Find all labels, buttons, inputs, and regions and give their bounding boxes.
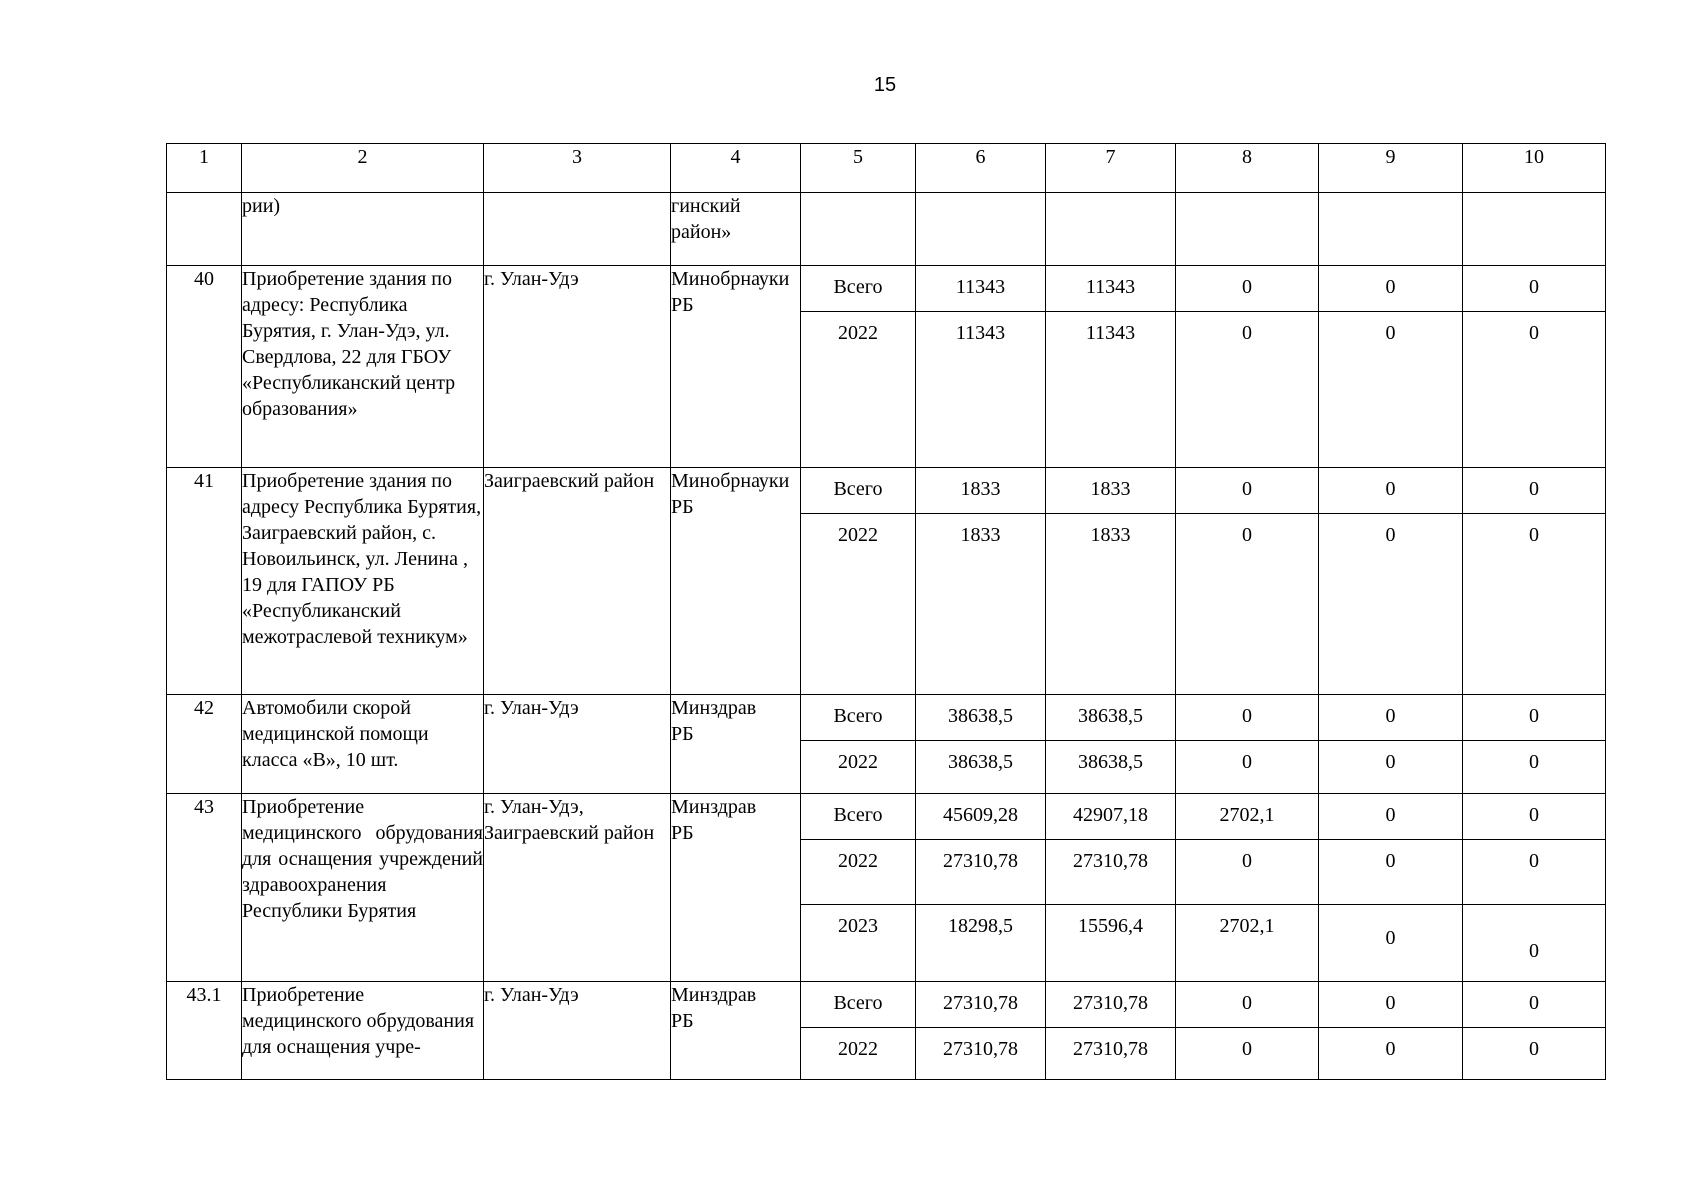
value-cell: 0: [1529, 321, 1539, 344]
value-column: [801, 468, 916, 695]
row-name: Приобретение здания по адресу Республика Бурятия, Заиграевский район, с. Новоильинск, ул. Ленина , 19 для ГАПОУ РБ «Республиканский межотраслевой техникум»: [242, 468, 484, 695]
row-name: Автомобили скорой медицинской помощи класса «В», 10 шт.: [242, 695, 484, 794]
value-cell: 1833: [916, 468, 1045, 514]
value-column: [1176, 266, 1319, 468]
value-cell: 27310,78: [943, 1037, 1018, 1060]
row-location: г. Улан-Удэ: [484, 266, 671, 468]
value-cell: 0: [1242, 321, 1252, 344]
value-column: [1176, 794, 1319, 982]
value-column: [1319, 695, 1463, 794]
value-cell: 18298,5: [948, 915, 1013, 937]
row-number: 40: [167, 266, 242, 468]
value-cell: 0: [1463, 982, 1605, 1028]
value-cell: 0: [1319, 266, 1462, 312]
value-cell: 0: [1385, 321, 1396, 344]
value-cell: 27310,78: [1073, 1037, 1148, 1060]
period-cell: Всего: [801, 695, 915, 741]
value-cell: 0: [1176, 982, 1318, 1028]
period-cell: 2023: [838, 915, 878, 937]
value-cell: 0: [1319, 840, 1462, 906]
value-cell: 11343: [916, 266, 1045, 312]
row-name: Приобретение здания по адресу: Республика Бурятия, г. Улан-Удэ, ул. Свердлова, 22 для ГБОУ «Республиканский центр образования»: [242, 266, 484, 468]
value-cell: 0: [1242, 1037, 1252, 1060]
continued-department: гинский район»: [671, 193, 801, 266]
header-cell: 7: [1046, 144, 1176, 193]
value-column: [1463, 266, 1606, 468]
value-column: [1046, 695, 1176, 794]
value-column: [1176, 695, 1319, 794]
value-cell: 38638,5: [948, 750, 1013, 773]
row-number: 43.1: [167, 982, 242, 1080]
header-cell: 10: [1463, 144, 1606, 193]
table-row: [167, 794, 1606, 982]
value-column: [1319, 794, 1463, 982]
header-cell: 4: [671, 144, 801, 193]
period-cell: Всего: [801, 468, 915, 514]
row-department: Минобрнауки РБ: [671, 266, 801, 468]
value-cell: 38638,5: [916, 695, 1045, 741]
value-cell: 0: [1529, 1037, 1539, 1060]
value-cell: 2702,1: [1219, 915, 1275, 937]
header-cell: 6: [916, 144, 1046, 193]
value-column: [1463, 468, 1606, 695]
value-cell: 27310,78: [1046, 982, 1175, 1028]
value-column: [1463, 695, 1606, 794]
period-cell: 2022: [801, 840, 915, 906]
row-department: Минздрав РБ: [671, 695, 801, 794]
continued-name: рии): [242, 193, 484, 266]
row-location: г. Улан-Удэ: [484, 695, 671, 794]
value-cell: 0: [1529, 750, 1539, 773]
value-cell: 38638,5: [1078, 750, 1143, 773]
value-cell: 11343: [1046, 266, 1175, 312]
header-row: [167, 144, 1606, 193]
value-cell: 0: [1176, 468, 1318, 514]
value-cell: 0: [1463, 468, 1605, 514]
value-cell: 11343: [1085, 321, 1136, 344]
header-cell: 3: [484, 144, 671, 193]
value-cell: 45609,28: [916, 794, 1045, 840]
value-cell: 27310,78: [916, 982, 1045, 1028]
value-column: [1319, 982, 1463, 1080]
value-column: [1046, 794, 1176, 982]
value-column: [1046, 266, 1176, 468]
value-column: [1463, 794, 1606, 982]
period-cell: Всего: [801, 982, 915, 1028]
continued-row: [167, 193, 1606, 266]
value-column: [1046, 982, 1176, 1080]
value-cell: 1833: [960, 523, 1001, 546]
value-cell: 1833: [1090, 523, 1131, 546]
value-cell: 0: [1385, 750, 1396, 773]
value-column: [916, 695, 1046, 794]
header-cell: 2: [242, 144, 484, 193]
value-column: [801, 794, 916, 982]
value-cell: 0: [1385, 927, 1396, 949]
header-cell: 9: [1319, 144, 1463, 193]
value-cell: 15596,4: [1078, 915, 1143, 937]
value-cell: 2702,1: [1176, 794, 1318, 840]
row-location: Заиграевский район: [484, 468, 671, 695]
row-number: 41: [167, 468, 242, 695]
value-column: [916, 468, 1046, 695]
value-cell: 0: [1319, 794, 1462, 840]
value-cell: 0: [1176, 840, 1318, 906]
value-cell: 0: [1319, 695, 1462, 741]
period-cell: Всего: [801, 266, 915, 312]
value-column: [1046, 468, 1176, 695]
row-name: Приобретение медицинского обрудования для оснащения учре-: [242, 982, 484, 1080]
value-cell: 0: [1463, 840, 1605, 906]
value-cell: 0: [1463, 695, 1605, 741]
value-cell: 0: [1319, 468, 1462, 514]
value-column: [1176, 468, 1319, 695]
value-cell: 11343: [955, 321, 1006, 344]
value-column: [801, 266, 916, 468]
row-number: 42: [167, 695, 242, 794]
value-column: [1319, 266, 1463, 468]
value-column: [801, 695, 916, 794]
value-cell: 27310,78: [916, 840, 1045, 906]
program-table: [166, 143, 1606, 1080]
header-cell: 8: [1176, 144, 1319, 193]
value-cell: 1833: [1046, 468, 1175, 514]
table-row: [167, 982, 1606, 1080]
value-column: [1319, 468, 1463, 695]
value-cell: 0: [1385, 1037, 1396, 1060]
row-location: г. Улан-Удэ, Заиграевский район: [484, 794, 671, 982]
value-cell: 27310,78: [1046, 840, 1175, 906]
value-column: [1176, 982, 1319, 1080]
value-column: [801, 982, 916, 1080]
value-cell: 0: [1385, 523, 1396, 546]
table-row: [167, 468, 1606, 695]
value-cell: 0: [1242, 750, 1252, 773]
row-department: Минздрав РБ: [671, 794, 801, 982]
period-cell: Всего: [801, 794, 915, 840]
row-location: г. Улан-Удэ: [484, 982, 671, 1080]
row-number: 43: [167, 794, 242, 982]
value-column: [916, 266, 1046, 468]
value-cell: 0: [1529, 523, 1539, 546]
row-department: Минздрав РБ: [671, 982, 801, 1080]
period-cell: 2022: [838, 321, 878, 344]
value-column: [1463, 982, 1606, 1080]
period-cell: 2022: [838, 523, 878, 546]
value-cell: 0: [1242, 523, 1252, 546]
table-row: [167, 266, 1606, 468]
header-cell: 1: [167, 144, 242, 193]
value-cell: 0: [1319, 982, 1462, 1028]
value-cell: 0: [1176, 266, 1318, 312]
value-column: [916, 794, 1046, 982]
period-cell: 2022: [838, 750, 878, 773]
row-name: Приобретение медицинского обрудования для оснащения учреждений здравоохранения Республики Бурятия: [242, 794, 484, 982]
row-department: Минобрнауки РБ: [671, 468, 801, 695]
table-row: [167, 695, 1606, 794]
value-cell: 0: [1176, 695, 1318, 741]
page-number: 15: [873, 74, 897, 96]
value-cell: 0: [1463, 794, 1605, 840]
value-cell: 0: [1529, 940, 1539, 962]
value-column: [916, 982, 1046, 1080]
header-cell: 5: [801, 144, 916, 193]
value-cell: 42907,18: [1046, 794, 1175, 840]
period-cell: 2022: [838, 1037, 878, 1060]
value-cell: 38638,5: [1046, 695, 1175, 741]
value-cell: 0: [1463, 266, 1605, 312]
